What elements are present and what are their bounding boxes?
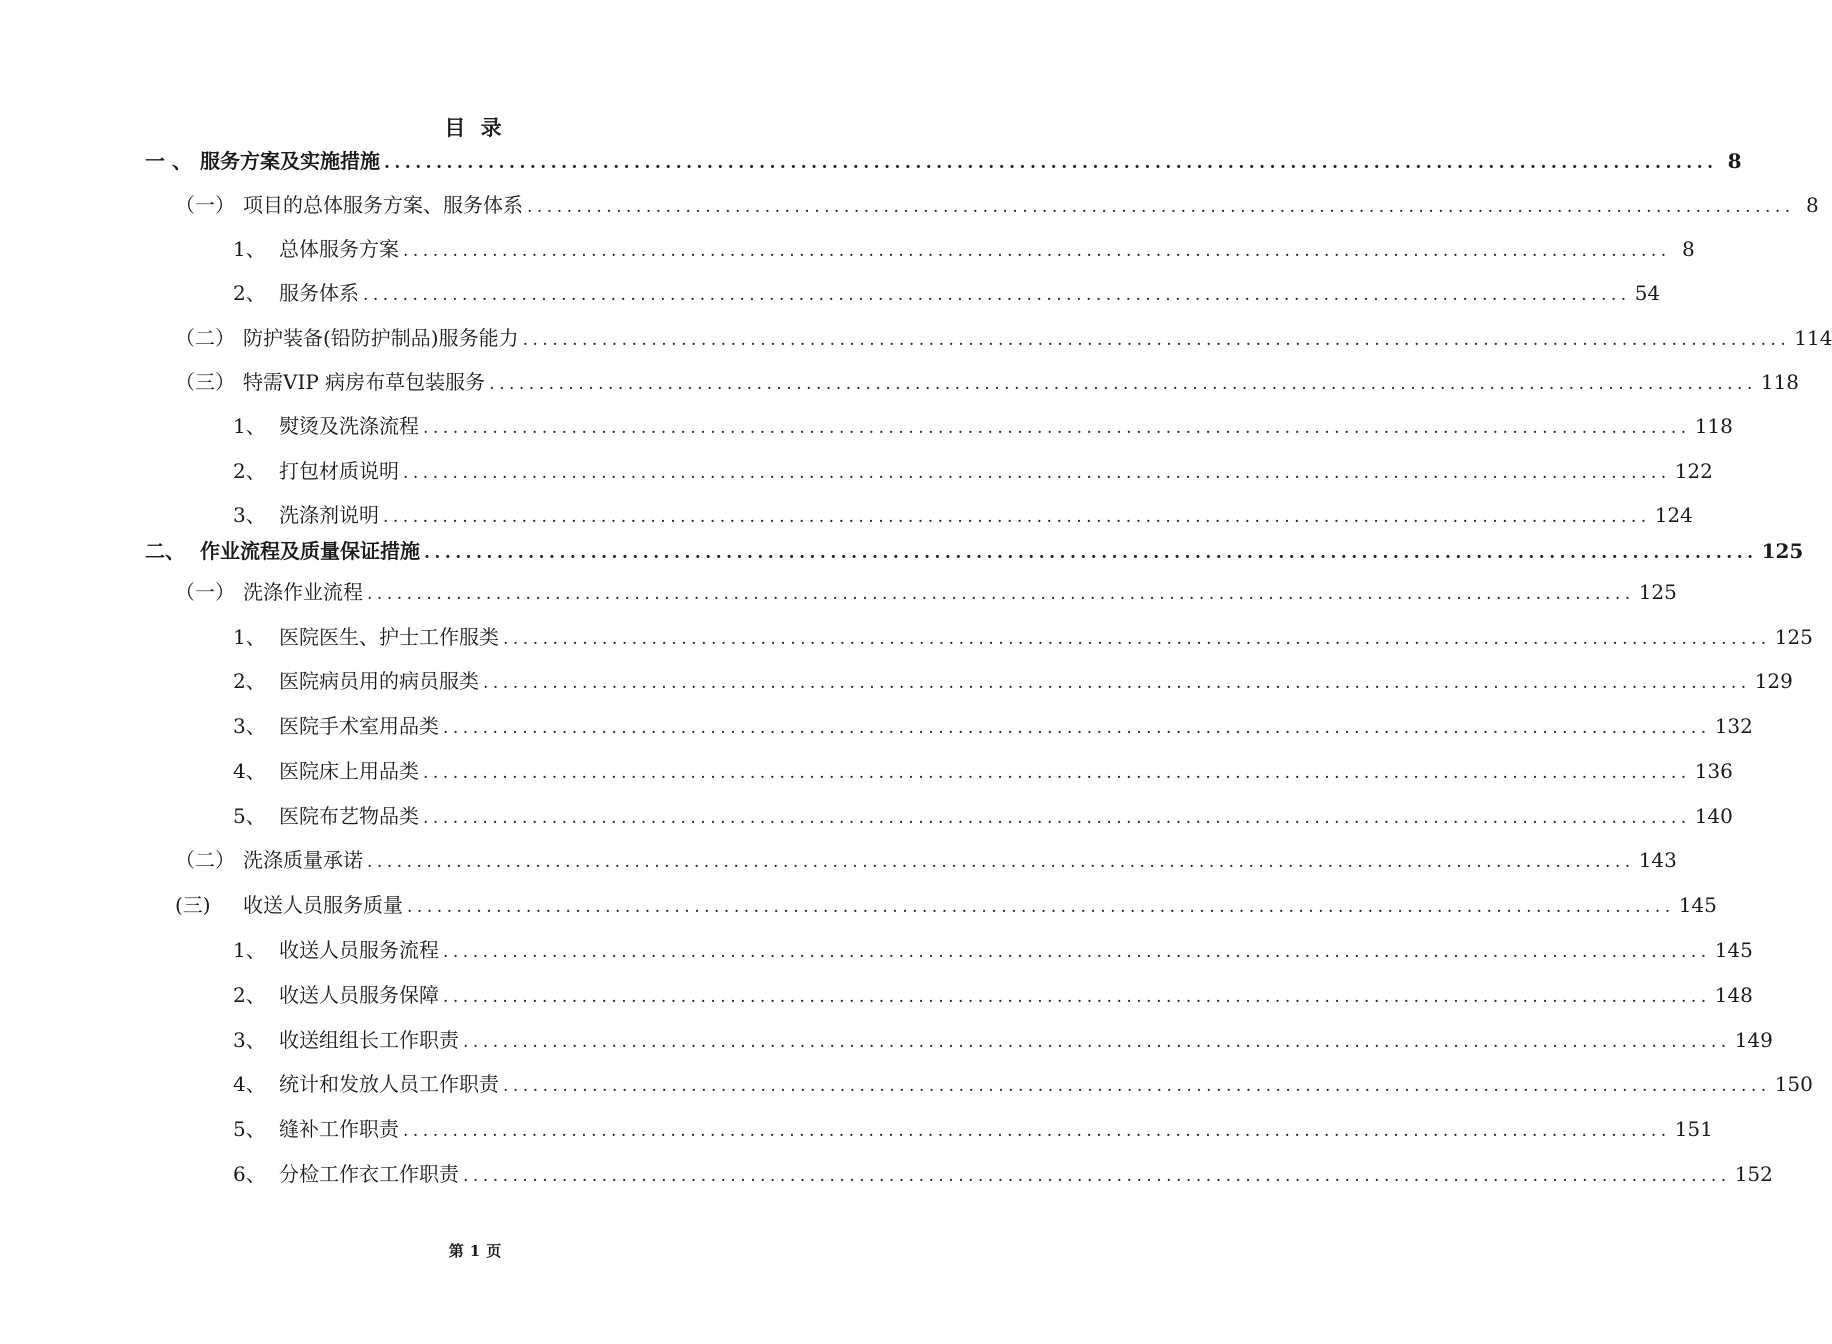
- toc-entry-page: 125: [1761, 539, 1804, 563]
- toc-entry-title: 医院布艺物品类: [279, 804, 419, 828]
- toc-entry-page: 136: [1694, 759, 1733, 783]
- toc-dot-leader: ................................................................................................................................: [463, 1166, 1731, 1186]
- toc-entry[interactable]: [233, 980, 1753, 1010]
- toc-entry-title: 洗涤剂说明: [279, 503, 379, 527]
- toc-dot-leader: ................................................................................................................................: [403, 241, 1671, 261]
- toc-entry[interactable]: [175, 845, 1677, 875]
- toc-entry-title: 医院医生、护士工作服类: [279, 625, 499, 649]
- toc-dot-leader: ................................................................................................................................: [527, 197, 1795, 217]
- toc-entry-title: 防护装备(铅防护制品)服务能力: [243, 326, 519, 350]
- toc-entry-title: 服务体系: [279, 281, 359, 305]
- toc-entry-number: （三）: [175, 370, 235, 394]
- toc-entry-page: 125: [1638, 580, 1677, 604]
- toc-entry-title: 作业流程及质量保证措施: [200, 539, 420, 563]
- toc-entry-title: 洗涤质量承诺: [243, 848, 363, 872]
- toc-entry-title: 收送组组长工作职责: [279, 1028, 459, 1052]
- toc-entry-number: 6、: [233, 1162, 266, 1186]
- toc-entry-title: 医院病员用的病员服类: [279, 669, 479, 693]
- toc-entry[interactable]: [175, 367, 1800, 397]
- toc-dot-leader: ................................................................................................................................: [463, 1032, 1731, 1052]
- toc-entry[interactable]: [145, 146, 1742, 176]
- toc-entry-page: 145: [1714, 938, 1753, 962]
- toc-entry-page: 148: [1714, 983, 1753, 1007]
- toc-dot-leader: ................................................................................................................................: [403, 463, 1671, 483]
- toc-entry[interactable]: [175, 323, 1832, 353]
- toc-entry[interactable]: [175, 577, 1677, 607]
- toc-entry-number: 3、: [233, 1028, 266, 1052]
- toc-entry-page: 118: [1694, 414, 1733, 438]
- footer-suffix: 页: [486, 1242, 502, 1260]
- toc-entry-page: 122: [1674, 459, 1713, 483]
- toc-entry[interactable]: [233, 756, 1733, 786]
- toc-entry[interactable]: [233, 411, 1733, 441]
- toc-entry-number: 4、: [233, 1072, 266, 1096]
- toc-entry-number: 一 、: [145, 149, 192, 173]
- toc-entry-title: 服务方案及实施措施: [200, 149, 380, 173]
- toc-entry[interactable]: [233, 711, 1753, 741]
- toc-entry-title: 收送人员服务质量: [243, 893, 403, 917]
- toc-entry-number: 2、: [233, 459, 266, 483]
- footer-page-number: 1: [469, 1242, 481, 1260]
- toc-entry-number: （一）: [175, 193, 235, 217]
- toc-entry-title: 医院床上用品类: [279, 759, 419, 783]
- toc-dot-leader: ................................................................................................................................: [489, 374, 1757, 394]
- toc-entry-number: 3、: [233, 503, 266, 527]
- footer-prefix: 第: [448, 1242, 464, 1260]
- toc-entry-page: 125: [1774, 625, 1813, 649]
- toc-entry[interactable]: [233, 935, 1753, 965]
- toc-entry[interactable]: [233, 801, 1733, 831]
- toc-entry[interactable]: [233, 1114, 1713, 1144]
- toc-entry-page: 143: [1638, 848, 1677, 872]
- toc-entry[interactable]: [233, 456, 1713, 486]
- page-footer: [0, 1240, 950, 1261]
- toc-entry-page: 140: [1694, 804, 1733, 828]
- toc-entry-number: 二、: [145, 539, 185, 563]
- toc-entry-page: 150: [1774, 1072, 1813, 1096]
- toc-entry-title: 洗涤作业流程: [243, 580, 363, 604]
- toc-entry-number: 5、: [233, 804, 266, 828]
- toc-dot-leader: ................................................................................................................................: [443, 942, 1711, 962]
- toc-entry-page: 152: [1734, 1162, 1773, 1186]
- toc-entry-number: 4、: [233, 759, 266, 783]
- toc-entry-page: 149: [1734, 1028, 1773, 1052]
- toc-entry-number: (三): [175, 893, 211, 917]
- toc-entry-number: 2、: [233, 281, 266, 305]
- toc-dot-leader: ................................................................................................................................: [367, 852, 1635, 872]
- toc-entry-page: 8: [1727, 149, 1742, 173]
- toc-entry[interactable]: [145, 536, 1804, 566]
- toc-entry[interactable]: [233, 666, 1793, 696]
- toc-dot-leader: ................................................................................................................................: [423, 418, 1691, 438]
- toc-dot-leader: ................................................................................................................................: [483, 673, 1751, 693]
- toc-entry[interactable]: [175, 190, 1819, 220]
- toc-entry-title: 项目的总体服务方案、服务体系: [243, 193, 523, 217]
- toc-dot-leader: ................................................................................................................................: [443, 987, 1711, 1007]
- toc-entry[interactable]: [233, 622, 1813, 652]
- toc-entry-title: 收送人员服务流程: [279, 938, 439, 962]
- toc-entry-number: （一）: [175, 580, 235, 604]
- toc-entry[interactable]: [233, 278, 1661, 308]
- toc-entry-number: 3、: [233, 714, 266, 738]
- toc-entry[interactable]: [233, 1025, 1773, 1055]
- toc-entry-number: （二）: [175, 848, 235, 872]
- toc-entry-page: 54: [1634, 281, 1661, 305]
- toc-entry-page: 129: [1754, 669, 1793, 693]
- toc-dot-leader: ................................................................................................................................: [443, 718, 1711, 738]
- toc-dot-leader: ................................................................................................................................: [384, 153, 1718, 173]
- toc-entry-page: 114: [1794, 326, 1832, 350]
- toc-entry-title: 总体服务方案: [279, 237, 399, 261]
- toc-entry-title: 收送人员服务保障: [279, 983, 439, 1007]
- toc-entry-page: 151: [1674, 1117, 1713, 1141]
- toc-entry-page: 132: [1714, 714, 1753, 738]
- toc-entry[interactable]: [233, 500, 1693, 530]
- toc-entry-page: 118: [1760, 370, 1800, 394]
- toc-entry-number: （二）: [175, 326, 235, 350]
- toc-entry-number: 1、: [233, 414, 266, 438]
- toc-dot-leader: ................................................................................................................................: [503, 1076, 1771, 1096]
- toc-dot-leader: ................................................................................................................................: [363, 285, 1631, 305]
- toc-entry-page: 145: [1678, 893, 1717, 917]
- toc-entry-title: 分检工作衣工作职责: [279, 1162, 459, 1186]
- toc-dot-leader: ................................................................................................................................: [403, 1121, 1671, 1141]
- toc-dot-leader: ................................................................................................................................: [424, 543, 1758, 563]
- toc-title: 目 录: [444, 115, 506, 140]
- toc-entry-number: 2、: [233, 983, 266, 1007]
- toc-entry-title: 缝补工作职责: [279, 1117, 399, 1141]
- toc-entry-title: 医院手术室用品类: [279, 714, 439, 738]
- toc-entry-page: 124: [1654, 503, 1693, 527]
- toc-dot-leader: ................................................................................................................................: [367, 584, 1635, 604]
- toc-entry[interactable]: [175, 890, 1717, 920]
- toc-dot-leader: ................................................................................................................................: [383, 507, 1651, 527]
- toc-dot-leader: ................................................................................................................................: [423, 763, 1691, 783]
- toc-entry-number: 1、: [233, 237, 266, 261]
- toc-entry-title: 打包材质说明: [279, 459, 399, 483]
- toc-entry-page: 8: [1681, 237, 1695, 261]
- toc-entry[interactable]: [233, 1069, 1813, 1099]
- toc-entry-page: 8: [1805, 193, 1819, 217]
- toc-entry-title: 统计和发放人员工作职责: [279, 1072, 499, 1096]
- toc-entry-number: 2、: [233, 669, 266, 693]
- toc-dot-leader: ................................................................................................................................: [522, 330, 1791, 350]
- toc-entry-title: 特需VIP 病房布草包装服务: [243, 370, 486, 394]
- toc-dot-leader: ................................................................................................................................: [423, 808, 1691, 828]
- toc-dot-leader: ................................................................................................................................: [407, 897, 1675, 917]
- toc-dot-leader: ................................................................................................................................: [503, 629, 1771, 649]
- toc-entry[interactable]: [233, 1159, 1773, 1189]
- toc-entry-number: 1、: [233, 938, 266, 962]
- toc-entry-number: 5、: [233, 1117, 266, 1141]
- toc-entry-number: 1、: [233, 625, 266, 649]
- toc-entry-title: 熨烫及洗涤流程: [279, 414, 419, 438]
- toc-entry[interactable]: [233, 234, 1695, 264]
